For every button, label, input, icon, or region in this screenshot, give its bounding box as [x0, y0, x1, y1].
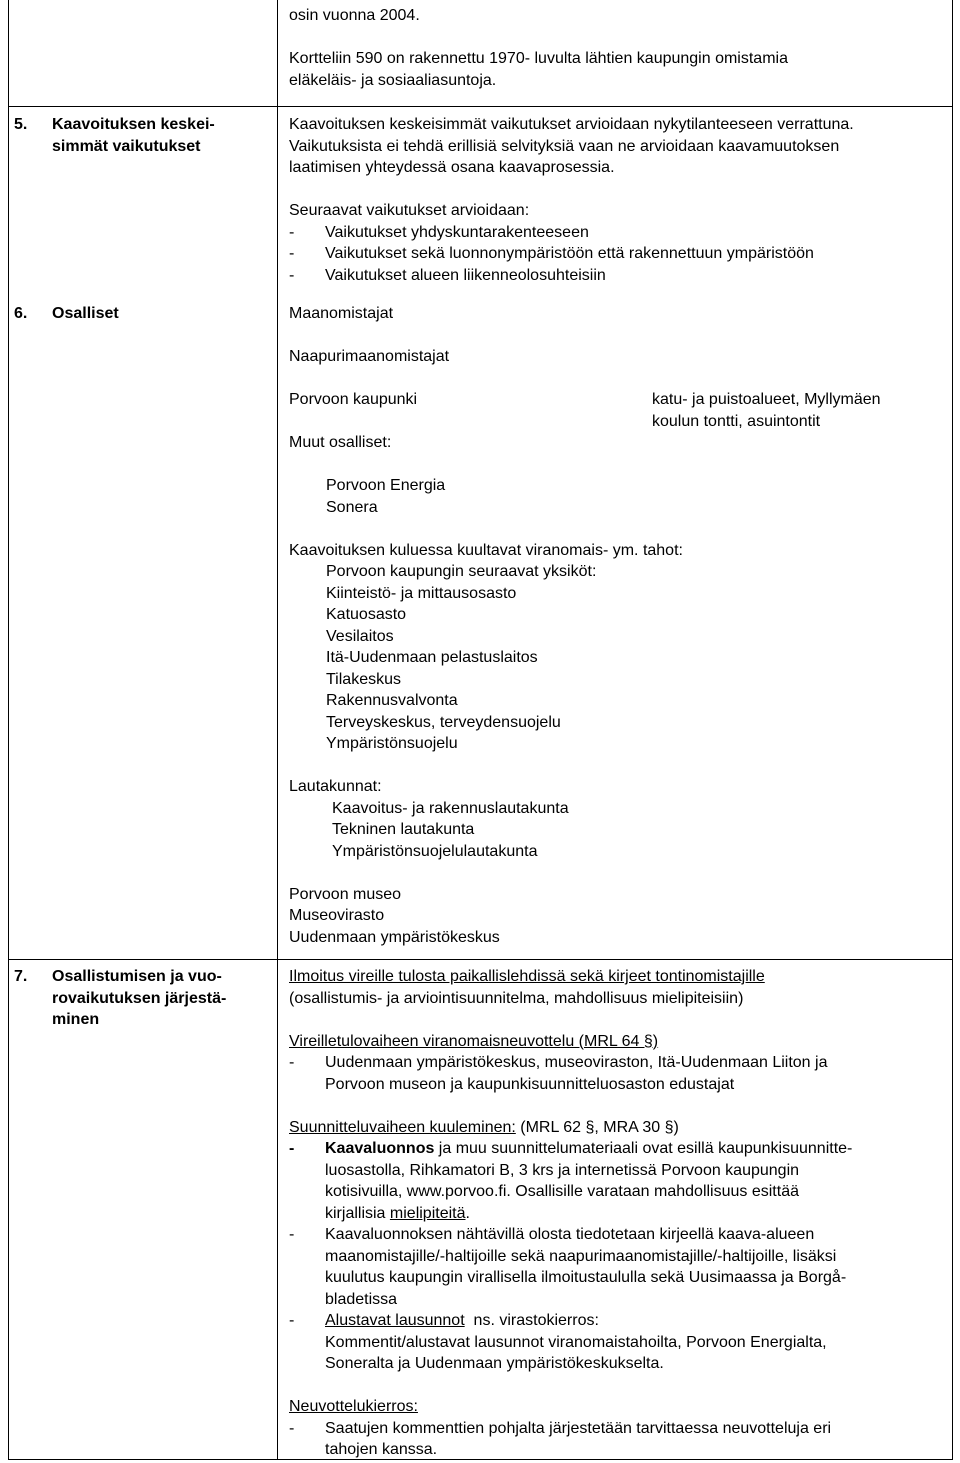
text-line: Muut osalliset:	[289, 434, 392, 451]
text-line: Kortteliin 590 on rakennettu 1970- luvulta lähtien kaupungin omistamia	[289, 50, 788, 67]
list-item: - Vaikutukset sekä luonnonympäristöön että rakennettuun ympäristöön	[289, 245, 814, 262]
list-item: Tilakeskus	[326, 670, 401, 688]
text-line: Kaavoituksen kuluessa kuultavat viranomais- ym. tahot:	[289, 541, 683, 559]
document-table	[8, 0, 953, 1460]
section-title: minen	[52, 1011, 100, 1028]
list-item: Kaavoitus- ja rakennuslautakunta	[332, 799, 569, 817]
list-item: Tekninen lautakunta	[332, 821, 475, 838]
list-item: Ympäristönsuojelulautakunta	[332, 842, 538, 860]
section-title: Osalliset	[52, 305, 119, 322]
text-line: Naapurimaanomistajat	[289, 348, 450, 365]
section-title: rovaikutuksen järjestä-	[52, 989, 227, 1007]
text-line: Porvoon kaupungin seuraavat yksiköt:	[326, 563, 597, 580]
row-divider	[9, 959, 952, 960]
list-item: Uudenmaan ympäristökeskus	[289, 928, 500, 946]
list-item: - Alustavat lausunnot ns. virastokierros: Kommentit/alustavat lausunnot viranomaistahoilta, Porvoon Energialta, Soneralta ja Uudenmaan ympäristökeskukselta.	[289, 1312, 827, 1372]
list-item: Museovirasto	[289, 907, 385, 924]
list-item: Ympäristönsuojelu	[326, 735, 458, 752]
continuation-text	[289, 5, 949, 91]
row-divider	[9, 106, 952, 107]
text-line: Suunnitteluvaiheen kuuleminen: (MRL 62 §, MRA 30 §)	[289, 1118, 679, 1136]
list-item: Porvoon Energia	[326, 477, 446, 494]
list-item: Katuosasto	[326, 606, 407, 623]
section-body	[289, 966, 949, 1461]
list-item: - Vaikutukset yhdyskuntarakenteeseen	[289, 223, 589, 241]
section-number: 7.	[14, 968, 28, 985]
text-line: osin vuonna 2004.	[289, 7, 420, 24]
text-line: Neuvottelukierros:	[289, 1398, 418, 1415]
list-item: - Kaavaluonnos ja muu suunnittelumateriaali ovat esillä kaupunkisuunnitte- luosastolla, Rihkamatori B, 3 krs ja internetissä Porvoon kaupungin kotisivuilla, www.porvoo.fi. Osallisille varataan mahdollisuus esittää kirjallisia mielipiteitä.	[289, 1140, 853, 1222]
section-title: Kaavoituksen keskei-	[52, 116, 215, 133]
text-line: (osallistumis- ja arviointisuunnitelma, mahdollisuus mielipiteisiin)	[289, 989, 744, 1007]
text-line: Seuraavat vaikutukset arvioidaan:	[289, 202, 530, 219]
section-body	[289, 114, 949, 286]
list-item: Itä-Uudenmaan pelastuslaitos	[326, 649, 538, 666]
section-number: 6.	[14, 305, 28, 322]
list-item: Sonera	[326, 498, 378, 516]
text-line: Kaavoituksen keskeisimmät vaikutukset arvioidaan nykytilanteeseen verrattuna.	[289, 116, 854, 133]
section-body	[289, 303, 949, 948]
list-item: - Vaikutukset alueen liikenneolosuhteisiin	[289, 266, 606, 284]
list-item: - Kaavaluonnoksen nähtävillä olosta tiedotetaan kirjeellä kaava-alueen maanomistajille/-haltijoille sekä naapurimaanomistajille/-haltijoille, lisäksi kuulutus kaupungin virallisella ilmoitustaululla sekä Uusimaassa ja Borgå- bladetissa	[289, 1226, 847, 1308]
list-item: Kiinteistö- ja mittausosasto	[326, 584, 517, 602]
list-item: Porvoon museo	[289, 885, 402, 903]
text-line: laatimisen yhteydessä osana kaavaprosessia.	[289, 159, 615, 176]
section-number: 5.	[14, 116, 28, 133]
section-title: Osallistumisen ja vuo-	[52, 968, 222, 985]
text-line: Lautakunnat:	[289, 778, 382, 795]
list-item: Rakennusvalvonta	[326, 692, 458, 709]
text-line: Porvoon kaupunki katu- ja puistoalueet, Myllymäen	[289, 391, 881, 408]
section-title: simmät vaikutukset	[52, 137, 201, 155]
text-line: Maanomistajat	[289, 305, 394, 322]
list-item: - Saatujen kommenttien pohjalta järjestetään tarvittaessa neuvotteluja eri tahojen kanssa.	[289, 1419, 832, 1458]
text-line: Vaikutuksista ei tehdä erillisiä selvityksiä vaan ne arvioidaan kaavamuutoksen	[289, 137, 840, 155]
text-line: Vireilletulovaiheen viranomaisneuvottelu (MRL 64 §)	[289, 1032, 659, 1050]
text-line: eläkeläis- ja sosiaaliasuntoja.	[289, 71, 497, 89]
text-line: koulun tontti, asuintontit	[652, 412, 821, 430]
column-divider	[277, 0, 278, 1459]
list-item: Terveyskeskus, terveydensuojelu	[326, 713, 561, 731]
list-item: Vesilaitos	[326, 627, 394, 645]
text-line: Ilmoitus vireille tulosta paikallislehdissä sekä kirjeet tontinomistajille	[289, 968, 765, 985]
list-item: - Uudenmaan ympäristökeskus, museoviraston, Itä-Uudenmaan Liiton ja Porvoon museon ja kaupunkisuunnitteluosaston edustajat	[289, 1054, 828, 1093]
